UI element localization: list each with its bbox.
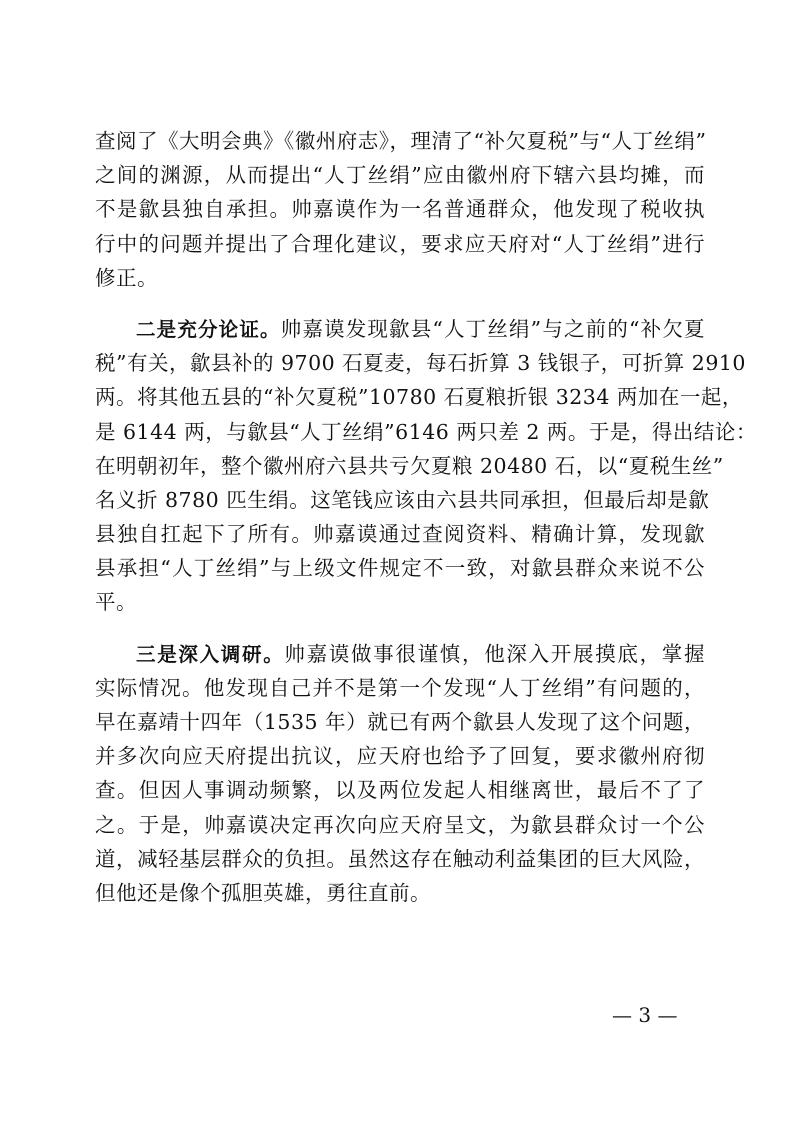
text-line: 名义折 8780 匹生绢。这笔钱应该由六县共同承担，但最后却是歙 [95,487,710,512]
text-line: 查阅了《大明会典》《徽州府志》，理清了“补欠夏税”与“人丁丝绢” [95,129,707,153]
text-line: 行中的问题并提出了合理化建议，要求应天府对“人丁丝绢”进行 [95,231,705,256]
text-line: 税”有关，歙县补的 9700 石夏麦，每石折算 3 钱银子，可折算 2910 [95,351,746,376]
text-line: 在明朝初年，整个徽州府六县共亏欠夏粮 20480 石，以“夏税生丝” [95,453,724,478]
text-line: 修正。 [95,265,158,290]
paragraph-lead-heading: 三是深入调研。 [136,642,285,666]
paragraph-3 [95,637,705,911]
paragraph-spacer [95,620,705,637]
text-line: 查。但因人事调动频繁，以及两位发起人相继离世，最后不了了 [95,778,705,803]
page-number: — 3 — [612,1003,678,1027]
text-line: 早在嘉靖十四年（1535 年）就已有两个歙县人发现了这个问题， [95,710,705,734]
text-line: 之。于是，帅嘉谟决定再次向应天府呈文，为歙县群众讨一个公 [95,812,705,837]
text-line-first [95,312,705,346]
paragraph-1 [95,124,705,295]
text-run: 帅嘉谟发现歙县“人丁丝绢”与之前的“补欠夏 [280,316,705,341]
text-line: 道，减轻基层群众的负担。虽然这存在触动利益集团的巨大风险， [95,846,705,871]
paragraph-2 [95,312,757,620]
text-line: 平。 [95,590,137,615]
text-line-first [95,637,705,671]
paragraph-spacer [95,295,705,312]
text-line: 是 6144 两，与歙县“人丁丝绢”6146 两只差 2 两。于是，得出结论： [95,419,757,444]
text-run: 帅嘉谟做事很谨慎，他深入开展摸底，掌握 [284,641,705,666]
text-line: 之间的渊源，从而提出“人丁丝绢”应由徽州府下辖六县均摊，而 [95,163,705,188]
text-line: 并多次向应天府提出抗议，应天府也给予了回复，要求徽州府彻 [95,744,705,769]
text-line: 实际情况。他发现自己并不是第一个发现“人丁丝绢”有问题的， [95,675,705,700]
text-line: 但他还是像个孤胆英雄，勇往直前。 [95,880,431,905]
text-line: 两。将其他五县的“补欠夏税”10780 石夏粮折银 3234 两加在一起， [95,385,743,410]
text-line: 县承担“人丁丝绢”与上级文件规定不一致，对歙县群众来说不公 [95,556,705,581]
text-line: 县独自扛起下了所有。帅嘉谟通过查阅资料、精确计算，发现歙 [95,522,705,547]
paragraph-lead-heading: 二是充分论证。 [136,317,281,341]
body-text [95,124,757,910]
text-line: 不是歙县独自承担。帅嘉谟作为一名普通群众，他发现了税收执 [95,197,705,222]
